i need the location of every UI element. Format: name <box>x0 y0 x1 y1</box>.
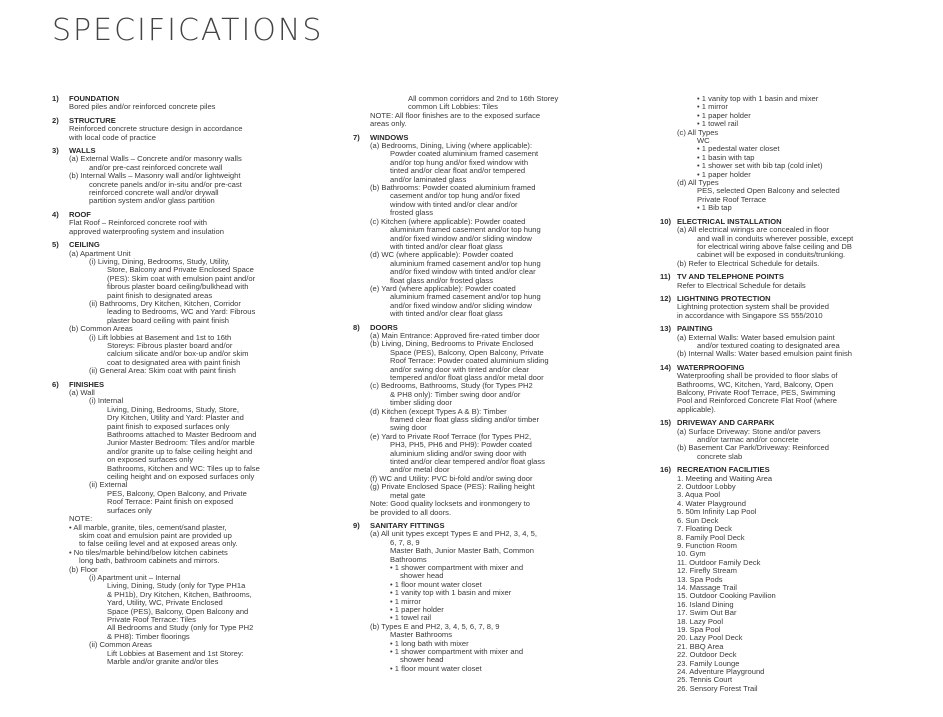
spec-section <box>353 95 635 129</box>
spec-line: Junior Master Bedroom: Tiles and/or marble <box>107 438 255 448</box>
spec-line: shower head <box>400 571 444 581</box>
section-title: CEILING <box>69 240 100 250</box>
spec-line: 25. Tennis Court <box>677 675 733 685</box>
section-body <box>660 303 943 320</box>
spec-line: (a) All unit types except Types E and PH2, 3, 4, 5, <box>370 529 538 539</box>
section-number: 15) <box>660 418 671 428</box>
spec-line: • 1 paper holder <box>697 110 751 120</box>
spec-line: Lightning protection system shall be provided <box>677 302 829 312</box>
spec-section <box>52 211 334 236</box>
column-2 <box>353 95 635 678</box>
spec-line: & PH8): Timber floorings <box>107 631 190 641</box>
spec-line: and/or granite up to false ceiling height and <box>107 446 253 456</box>
spec-line: paint finish to exposed surfaces only <box>107 421 230 431</box>
spec-line: • 1 floor mount water closet <box>390 663 482 673</box>
section-number: 2) <box>52 115 59 125</box>
section-body <box>52 219 334 236</box>
spec-line: • No tiles/marble behind/below kitchen cabinets <box>69 547 228 557</box>
section-number: 16) <box>660 465 671 475</box>
spec-line: 12. Firefly Stream <box>677 566 737 576</box>
spec-line: and wall in conduits wherever possible, except <box>697 233 854 243</box>
spec-line: 8. Family Pool Deck <box>677 532 745 542</box>
spec-line: Living, Dining, Study (only for Type PH1a <box>107 581 246 591</box>
spec-line: aluminium sliding and/or swing door with <box>390 448 527 458</box>
spec-line: Yard, Utility, WC, Private Enclosed <box>107 598 223 608</box>
spec-line: (b) Basement Car Park/Driveway: Reinforced <box>677 443 829 453</box>
spec-line: 21. BBQ Area <box>677 641 724 651</box>
spec-line: 24. Adventure Playground <box>677 667 765 676</box>
spec-line: swing door <box>390 423 427 433</box>
spec-line: Waterproofing shall be provided to floor slabs of <box>677 371 838 381</box>
spec-line: • 1 mirror <box>390 596 421 606</box>
spec-line: (i) Apartment unit – Internal <box>89 572 181 582</box>
section-number: 10) <box>660 216 671 226</box>
section-title: FOUNDATION <box>69 94 120 103</box>
spec-line: plaster board ceiling with paint finish <box>107 315 229 325</box>
spec-line: cabinet will be exposed in conduits/trunking. <box>697 250 846 260</box>
spec-line: • 1 vanity top with 1 basin and mixer <box>390 588 512 598</box>
spec-line: frosted glass <box>390 208 434 218</box>
section-number: 3) <box>52 146 59 156</box>
spec-line: and/or metal door <box>390 465 450 475</box>
spec-section <box>353 522 635 673</box>
spec-line: 4. Water Playground <box>677 498 746 508</box>
spec-line: • 1 towel rail <box>697 119 739 129</box>
spec-line: skim coat and emulsion paint are provided up <box>79 530 232 540</box>
spec-line: 3. Aqua Pool <box>677 490 721 500</box>
spec-line: (ii) Bathrooms, Dry Kitchen, Kitchen, Corridor <box>89 298 241 308</box>
section-body <box>660 226 943 268</box>
spec-line: Bathrooms, WC, Kitchen, Yard, Balcony, Open <box>677 379 834 389</box>
spec-line: & PH8 only): Timber swing door and/or <box>390 389 521 399</box>
spec-line: NOTE: <box>69 514 93 524</box>
spec-line: and/or textured coating to designated area <box>697 340 840 350</box>
spec-line: • 1 shower compartment with mixer and <box>390 562 524 572</box>
spec-line: • 1 paper holder <box>390 604 444 614</box>
spec-line: 22. Outdoor Deck <box>677 650 737 660</box>
section-title: WALLS <box>69 146 96 156</box>
spec-line: metal gate <box>390 490 426 500</box>
spec-line: Space (PES), Balcony, Open Balcony, Private <box>390 347 544 357</box>
section-title: WINDOWS <box>370 132 409 142</box>
spec-line: with tinted and/or clear float glass <box>390 309 503 319</box>
spec-line: in accordance with Singapore SS 555/2010 <box>677 310 823 320</box>
spec-line: (b) Floor <box>69 564 98 574</box>
section-body <box>660 475 943 694</box>
spec-line: partition system and/or glass partition <box>89 196 215 206</box>
spec-line: (b) Internal Walls: Water based emulsion paint finish <box>677 349 853 359</box>
section-body <box>52 125 334 142</box>
spec-line: • 1 mirror <box>697 102 728 112</box>
spec-line: • 1 long bath with mixer <box>390 638 469 648</box>
spec-line: Living, Dining, Bedrooms, Study, Store, <box>107 404 239 414</box>
spec-line: calcium silicate and/or box-up and/or skim <box>107 349 249 359</box>
spec-line: (c) Kitchen (where applicable): Powder coated <box>370 216 526 226</box>
spec-line: Private Roof Terrace: Tiles <box>107 614 196 624</box>
spec-line: framed clear float glass sliding and/or timber <box>390 415 539 425</box>
section-title: SANITARY FITTINGS <box>370 520 445 530</box>
spec-line: (d) Kitchen (except Types A & B): Timber <box>370 406 507 416</box>
section-title: WATERPROOFING <box>677 362 745 372</box>
spec-line: (c) All Types <box>677 127 719 137</box>
spec-line: and/or pre-cast reinforced concrete wall <box>89 162 223 172</box>
spec-line: 9. Function Room <box>677 540 737 550</box>
spec-line: surfaces only <box>107 505 152 515</box>
spec-line: window with tinted and/or clear and/or <box>390 199 518 209</box>
spec-section <box>52 241 334 376</box>
spec-line: • 1 shower compartment with mixer and <box>390 647 524 656</box>
spec-line: Flat Roof – Reinforced concrete roof with <box>69 218 208 228</box>
spec-line: Master Bath, Junior Master Bath, Common <box>390 546 534 556</box>
spec-line: 7. Floating Deck <box>677 524 732 534</box>
section-body <box>660 334 943 359</box>
section-number: 12) <box>660 293 671 303</box>
spec-line: common Lift Lobbies: Tiles <box>408 102 498 112</box>
spec-line: Bathrooms attached to Master Bedroom and <box>107 430 257 440</box>
spec-line: to false ceiling level and at exposed areas only. <box>79 539 238 549</box>
spec-line: Roof Terrace: Paint finish on exposed <box>107 497 234 507</box>
section-title: DOORS <box>370 322 398 332</box>
spec-line: (a) All electrical wirings are concealed in floor <box>677 225 829 235</box>
section-title: STRUCTURE <box>69 115 116 125</box>
spec-line: and/or fixed window and/or sliding window <box>390 233 532 243</box>
spec-line: (b) Refer to Electrical Schedule for details. <box>677 258 820 268</box>
section-number: 1) <box>52 94 59 103</box>
spec-line: WC <box>697 136 710 146</box>
spec-line: and/or top hung and/or fixed window with <box>390 157 529 167</box>
spec-line: leading to Bedrooms, WC and Yard: Fibrous <box>107 307 256 317</box>
spec-line: • 1 shower set with bib tap (cold inlet) <box>697 161 823 171</box>
spec-line: Balcony, Private Roof Terrace, PES, Swimming <box>677 388 836 397</box>
section-title: PAINTING <box>677 324 713 334</box>
spec-line: 20. Lazy Pool Deck <box>677 633 743 643</box>
spec-line: aluminium framed casement and/or top hung <box>390 258 541 268</box>
section-body <box>660 282 943 290</box>
spec-line: • 1 towel rail <box>390 613 432 623</box>
spec-line: Bored piles and/or reinforced concrete piles <box>69 102 216 112</box>
section-body <box>353 95 635 129</box>
section-number: 9) <box>353 520 360 530</box>
spec-line: Roof Terrace: Powder coated aluminium sliding <box>390 356 549 366</box>
spec-line: 6. Sun Deck <box>677 515 719 525</box>
spec-line: and/or laminated glass <box>390 174 467 184</box>
spec-line: 1. Meeting and Waiting Area <box>677 473 773 483</box>
spec-section <box>660 295 943 320</box>
spec-line: 15. Outdoor Cooking Pavilion <box>677 591 776 601</box>
section-title: TV AND TELEPHONE POINTS <box>677 272 784 282</box>
spec-section <box>660 419 943 461</box>
spec-line: 18. Lazy Pool <box>677 616 724 626</box>
spec-line: Powder coated aluminium framed casement <box>390 149 539 159</box>
spec-line: (g) Private Enclosed Space (PES): Railing height <box>370 482 535 492</box>
spec-line: 26. Sensory Forest Trail <box>677 683 758 693</box>
spec-line: for electrical wiring above false ceiling and DB <box>697 241 852 251</box>
spec-line: (b) Types E and PH2, 3, 4, 5, 6, 7, 8, 9 <box>370 621 500 631</box>
column-1 <box>52 95 334 671</box>
spec-line: 2. Outdoor Lobby <box>677 482 736 492</box>
section-body <box>52 103 334 111</box>
spec-section <box>660 466 943 693</box>
spec-line: • 1 floor mount water closet <box>390 579 482 589</box>
section-number: 13) <box>660 324 671 334</box>
spec-line: Reinforced concrete structure design in accordance <box>69 124 243 134</box>
spec-line: and/or swing door with tinted and/or clear <box>390 364 529 374</box>
spec-line: (ii) External <box>89 480 128 490</box>
spec-line: fibrous plaster board ceiling/bulkhead with <box>107 282 249 292</box>
spec-line: (PES): Skim coat with emulsion paint and/or <box>107 273 256 283</box>
spec-line: • 1 basin with tap <box>697 152 755 162</box>
spec-line: 5. 50m Infinity Lap Pool <box>677 507 757 517</box>
section-title: FINISHES <box>69 379 105 389</box>
section-number: 8) <box>353 322 360 332</box>
spec-line: areas only. <box>370 119 407 129</box>
spec-line: and/or fixed window and/or sliding window <box>390 300 532 310</box>
spec-line: concrete panels and/or in-situ and/or pre-cast <box>89 179 242 189</box>
section-body <box>660 372 943 414</box>
spec-line: applicable). <box>677 404 716 414</box>
spec-line: Refer to Electrical Schedule for details <box>677 280 806 290</box>
spec-line: • 1 pedestal water closet <box>697 144 780 154</box>
spec-line: long bath, bathroom cabinets and mirrors. <box>79 556 220 566</box>
section-body <box>52 155 334 205</box>
spec-line: aluminium framed casement and/or top hung <box>390 225 541 235</box>
spec-section <box>52 117 334 142</box>
spec-line: PES, Balcony, Open Balcony, and Private <box>107 488 247 498</box>
spec-line: PES, selected Open Balcony and selected <box>697 186 840 196</box>
spec-line: with tinted and/or clear float glass <box>390 241 503 251</box>
spec-line: (b) Living, Dining, Bedrooms to Private Enclosed <box>370 339 534 349</box>
spec-line: (ii) Common Areas <box>89 640 152 650</box>
spec-line: aluminium framed casement and/or top hung <box>390 292 541 302</box>
spec-line: be provided to all doors. <box>370 507 452 517</box>
section-title: LIGHTNING PROTECTION <box>677 293 771 303</box>
spec-line: tempered and/or float glass and/or metal door <box>390 373 544 382</box>
spec-line: Dry Kitchen, Utility and Yard: Plaster and <box>107 413 244 423</box>
spec-line: (a) External Walls: Water based emulsion paint <box>677 332 835 342</box>
spec-line: Bathrooms <box>390 554 427 564</box>
spec-line: 23. Family Lounge <box>677 658 740 668</box>
spec-line: (i) Living, Dining, Bedrooms, Study, Utility, <box>89 256 230 266</box>
section-title: ROOF <box>69 209 91 219</box>
spec-section <box>52 95 334 112</box>
spec-line: Bathrooms, Kitchen and WC: Tiles up to false <box>107 463 260 473</box>
spec-line: (b) Common Areas <box>69 324 133 334</box>
spec-line: coat to designated area with paint finish <box>107 357 241 367</box>
spec-line: (i) Internal <box>89 396 124 406</box>
spec-line: (a) External Walls – Concrete and/or masonry walls <box>69 154 242 164</box>
spec-section <box>660 325 943 359</box>
section-number: 4) <box>52 209 59 219</box>
spec-line: • 1 vanity top with 1 basin and mixer <box>697 94 819 103</box>
spec-line: Storeys: Fibrous plaster board and/or <box>107 340 233 350</box>
spec-line: 11. Outdoor Family Deck <box>677 557 761 567</box>
section-body <box>52 389 334 666</box>
spec-line: (a) Apartment Unit <box>69 248 131 258</box>
section-number: 11) <box>660 272 671 282</box>
spec-line: shower head <box>400 655 444 665</box>
spec-line: Store, Balcony and Private Enclosed Space <box>107 265 254 275</box>
spec-line: (ii) General Area: Skim coat with paint finish <box>89 366 236 376</box>
spec-line: (e) Yard (where applicable): Powder coated <box>370 283 516 293</box>
spec-line: ceiling height and on exposed surfaces only <box>107 472 255 482</box>
spec-section <box>660 95 943 213</box>
section-number: 14) <box>660 362 671 372</box>
spec-line: NOTE: All floor finishes are to the exposed surface <box>370 110 541 120</box>
spec-line: All common corridors and 2nd to 16th Storey <box>408 94 559 103</box>
section-body <box>353 142 635 319</box>
page-title: SPECIFICATIONS <box>52 13 324 48</box>
spec-line: Private Roof Terrace <box>697 194 767 204</box>
spec-line: tinted and/or clear tempered and/or float glass <box>390 457 545 467</box>
spec-line: Note: Good quality locksets and ironmongery to <box>370 499 530 509</box>
spec-line: on exposed surfaces only <box>107 455 194 465</box>
spec-line: (a) Bedrooms, Dining, Living (where applicable): <box>370 141 533 151</box>
spec-line: approved waterproofing system and insulation <box>69 226 224 236</box>
spec-line: casement and/or top hung and/or fixed <box>390 191 521 201</box>
spec-section <box>353 324 635 517</box>
spec-line: 17. Swim Out Bar <box>677 608 737 618</box>
spec-line: (a) Wall <box>69 388 95 397</box>
spec-section <box>52 381 334 667</box>
spec-line: Lift Lobbies at Basement and 1st Storey: <box>107 648 244 658</box>
spec-line: PH3, PH5, PH6 and PH9): Powder coated <box>390 440 532 450</box>
spec-line: (f) WC and Utility: PVC bi-fold and/or swing door <box>370 473 533 483</box>
section-body <box>353 332 635 517</box>
spec-line: and/or fixed window with tinted and/or clear <box>390 267 536 277</box>
column-3 <box>660 95 943 698</box>
spec-line: timber sliding door <box>390 398 453 408</box>
spec-line: All Bedrooms and Study (only for Type PH2 <box>107 623 254 633</box>
spec-line: with local code of practice <box>69 132 156 142</box>
spec-line: Pool and Reinforced Concrete Flat Roof (where <box>677 396 837 406</box>
spec-line: (c) Bedrooms, Bathrooms, Study (for Types PH2 <box>370 381 533 391</box>
spec-line: • 1 paper holder <box>697 169 751 179</box>
section-title: ELECTRICAL INSTALLATION <box>677 216 782 226</box>
section-body <box>660 95 943 213</box>
spec-line: (a) Main Entrance: Approved fire-rated timber door <box>370 330 540 340</box>
spec-line: concrete slab <box>697 451 743 461</box>
section-title: DRIVEWAY AND CARPARK <box>677 418 775 428</box>
spec-line: & PH1b), Dry Kitchen, Kitchen, Bathrooms, <box>107 589 252 599</box>
spec-line: 13. Spa Pods <box>677 574 723 584</box>
spec-line: • 1 Bib tap <box>697 203 732 213</box>
section-body <box>660 428 943 462</box>
spec-line: reinforced concrete wall and/or drywall <box>89 188 219 198</box>
spec-line: (i) Lift lobbies at Basement and 1st to 16th <box>89 332 232 342</box>
spec-line: 14. Massage Trail <box>677 582 737 592</box>
section-body <box>353 530 635 673</box>
spec-section <box>660 273 943 290</box>
spec-line: float glass and/or frosted glass <box>390 275 493 285</box>
spec-section <box>353 134 635 319</box>
spec-line: (d) All Types <box>677 178 719 188</box>
section-number: 7) <box>353 132 360 142</box>
spec-line: paint finish to designated areas <box>107 290 213 300</box>
section-body <box>52 250 334 376</box>
section-number: 6) <box>52 379 59 389</box>
spec-line: 19. Spa Pool <box>677 624 721 634</box>
spec-section <box>660 218 943 268</box>
spec-line: 16. Island Dining <box>677 599 734 609</box>
spec-line: (a) Surface Driveway: Stone and/or pavers <box>677 426 821 436</box>
section-number: 5) <box>52 240 59 250</box>
spec-line: (b) Internal Walls – Masonry wall and/or lightweight <box>69 171 241 181</box>
spec-line: Space (PES), Balcony, Open Balcony and <box>107 606 249 616</box>
section-title: RECREATION FACILITIES <box>677 465 770 475</box>
spec-section <box>52 147 334 206</box>
spec-line: Master Bathrooms <box>390 630 453 640</box>
spec-line: 6, 7, 8, 9 <box>390 537 420 547</box>
spec-line: 10. Gym <box>677 549 706 559</box>
spec-line: tinted and/or clear float and/or tempered <box>390 166 526 176</box>
spec-line: (d) WC (where applicable): Powder coated <box>370 250 514 260</box>
spec-section <box>660 364 943 414</box>
spec-line: (e) Yard to Private Roof Terrace (for Types PH2, <box>370 431 532 441</box>
spec-line: Marble and/or granite and/or tiles <box>107 657 219 666</box>
spec-line: and/or tarmac and/or concrete <box>697 435 799 445</box>
spec-line: (b) Bathrooms: Powder coated aluminium framed <box>370 183 536 193</box>
spec-line: • All marble, granite, tiles, cement/sand plaster, <box>69 522 227 532</box>
